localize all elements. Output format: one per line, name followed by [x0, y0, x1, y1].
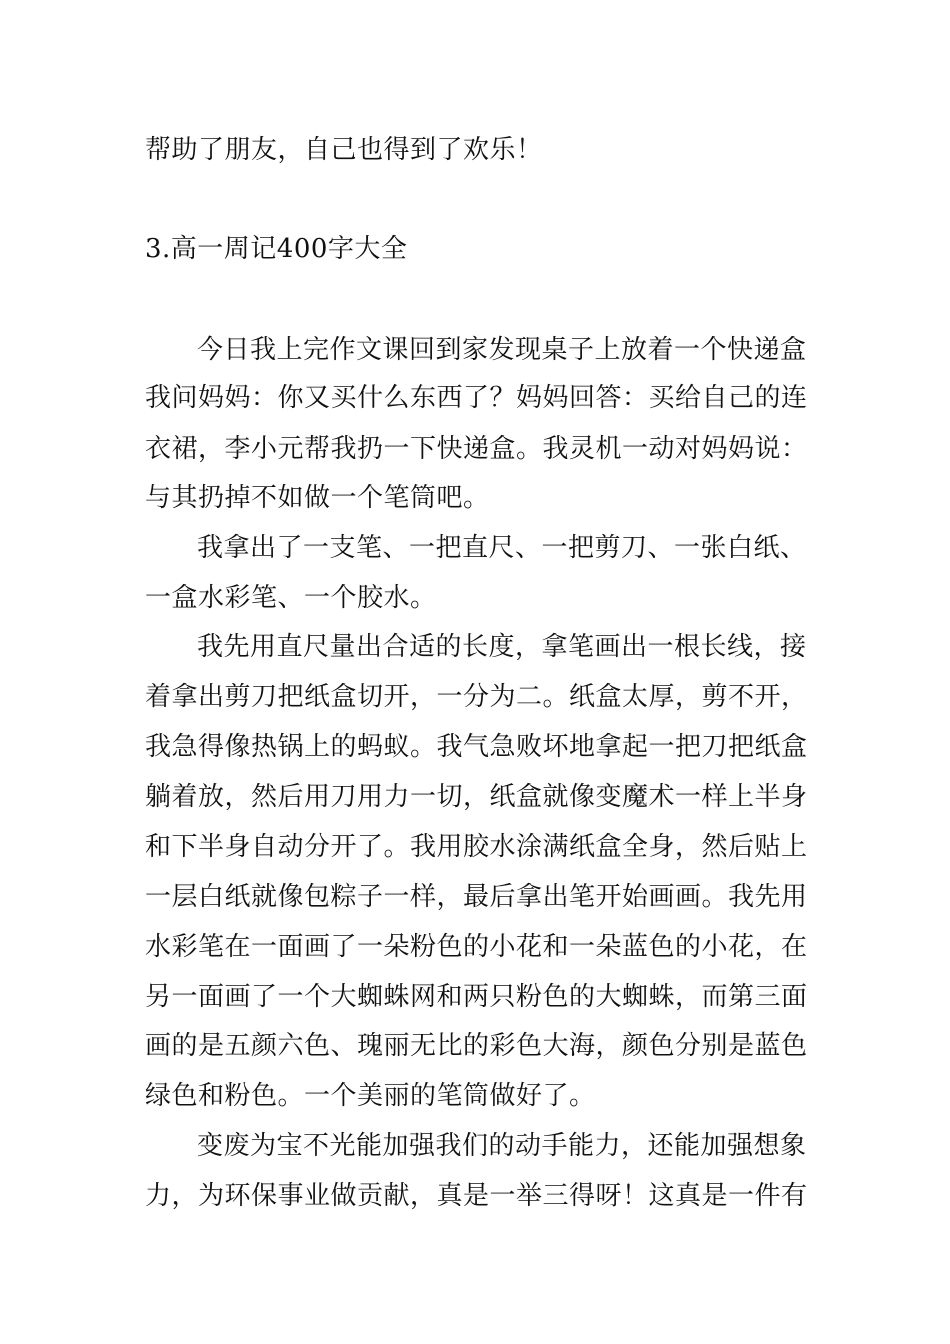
intro-line: 帮助了朋友，自己也得到了欢乐！ [145, 135, 543, 165]
paragraph-line: 躺着放，然后用刀用力一切，纸盒就像变魔术一样上半身 [145, 782, 808, 812]
paragraph-line: 着拿出剪刀把纸盒切开，一分为二。纸盒太厚，剪不开， [145, 682, 808, 712]
paragraph-line: 我先用直尺量出合适的长度，拿笔画出一根长线，接 [197, 632, 807, 662]
paragraph-line: 一层白纸就像包粽子一样，最后拿出笔开始画画。我先用 [145, 882, 808, 912]
paragraph-line: 绿色和粉色。一个美丽的笔筒做好了。 [145, 1081, 596, 1111]
paragraph-line: 衣裙，李小元帮我扔一下快递盒。我灵机一动对妈妈说： [145, 434, 808, 464]
paragraph-line: 我急得像热锅上的蚂蚁。我气急败坏地拿起一把刀把纸盒 [145, 732, 808, 762]
paragraph-line: 我拿出了一支笔、一把直尺、一把剪刀、一张白纸、 [197, 533, 807, 563]
paragraph-line: 今日我上完作文课回到家发现桌子上放着一个快递盒 [197, 335, 807, 365]
section-heading: 3.高一周记400字大全 [145, 234, 408, 264]
paragraph-line: 我问妈妈：你又买什么东西了？妈妈回答：买给自己的连 [145, 383, 808, 413]
paragraph-line: 画的是五颜六色、瑰丽无比的彩色大海，颜色分别是蓝色 [145, 1031, 808, 1061]
paragraph-line: 与其扔掉不如做一个笔筒吧。 [145, 483, 490, 513]
paragraph-line: 力，为环保事业做贡献，真是一举三得呀！这真是一件有 [145, 1181, 808, 1211]
paragraph-line: 和下半身自动分开了。我用胶水涂满纸盒全身，然后贴上 [145, 832, 808, 862]
paragraph-line: 水彩笔在一面画了一朵粉色的小花和一朵蓝色的小花，在 [145, 932, 808, 962]
paragraph-line: 另一面画了一个大蜘蛛网和两只粉色的大蜘蛛，而第三面 [145, 982, 808, 1012]
paragraph-line: 一盒水彩笔、一个胶水。 [145, 583, 437, 613]
paragraph-line: 变废为宝不光能加强我们的动手能力，还能加强想象 [197, 1131, 807, 1161]
